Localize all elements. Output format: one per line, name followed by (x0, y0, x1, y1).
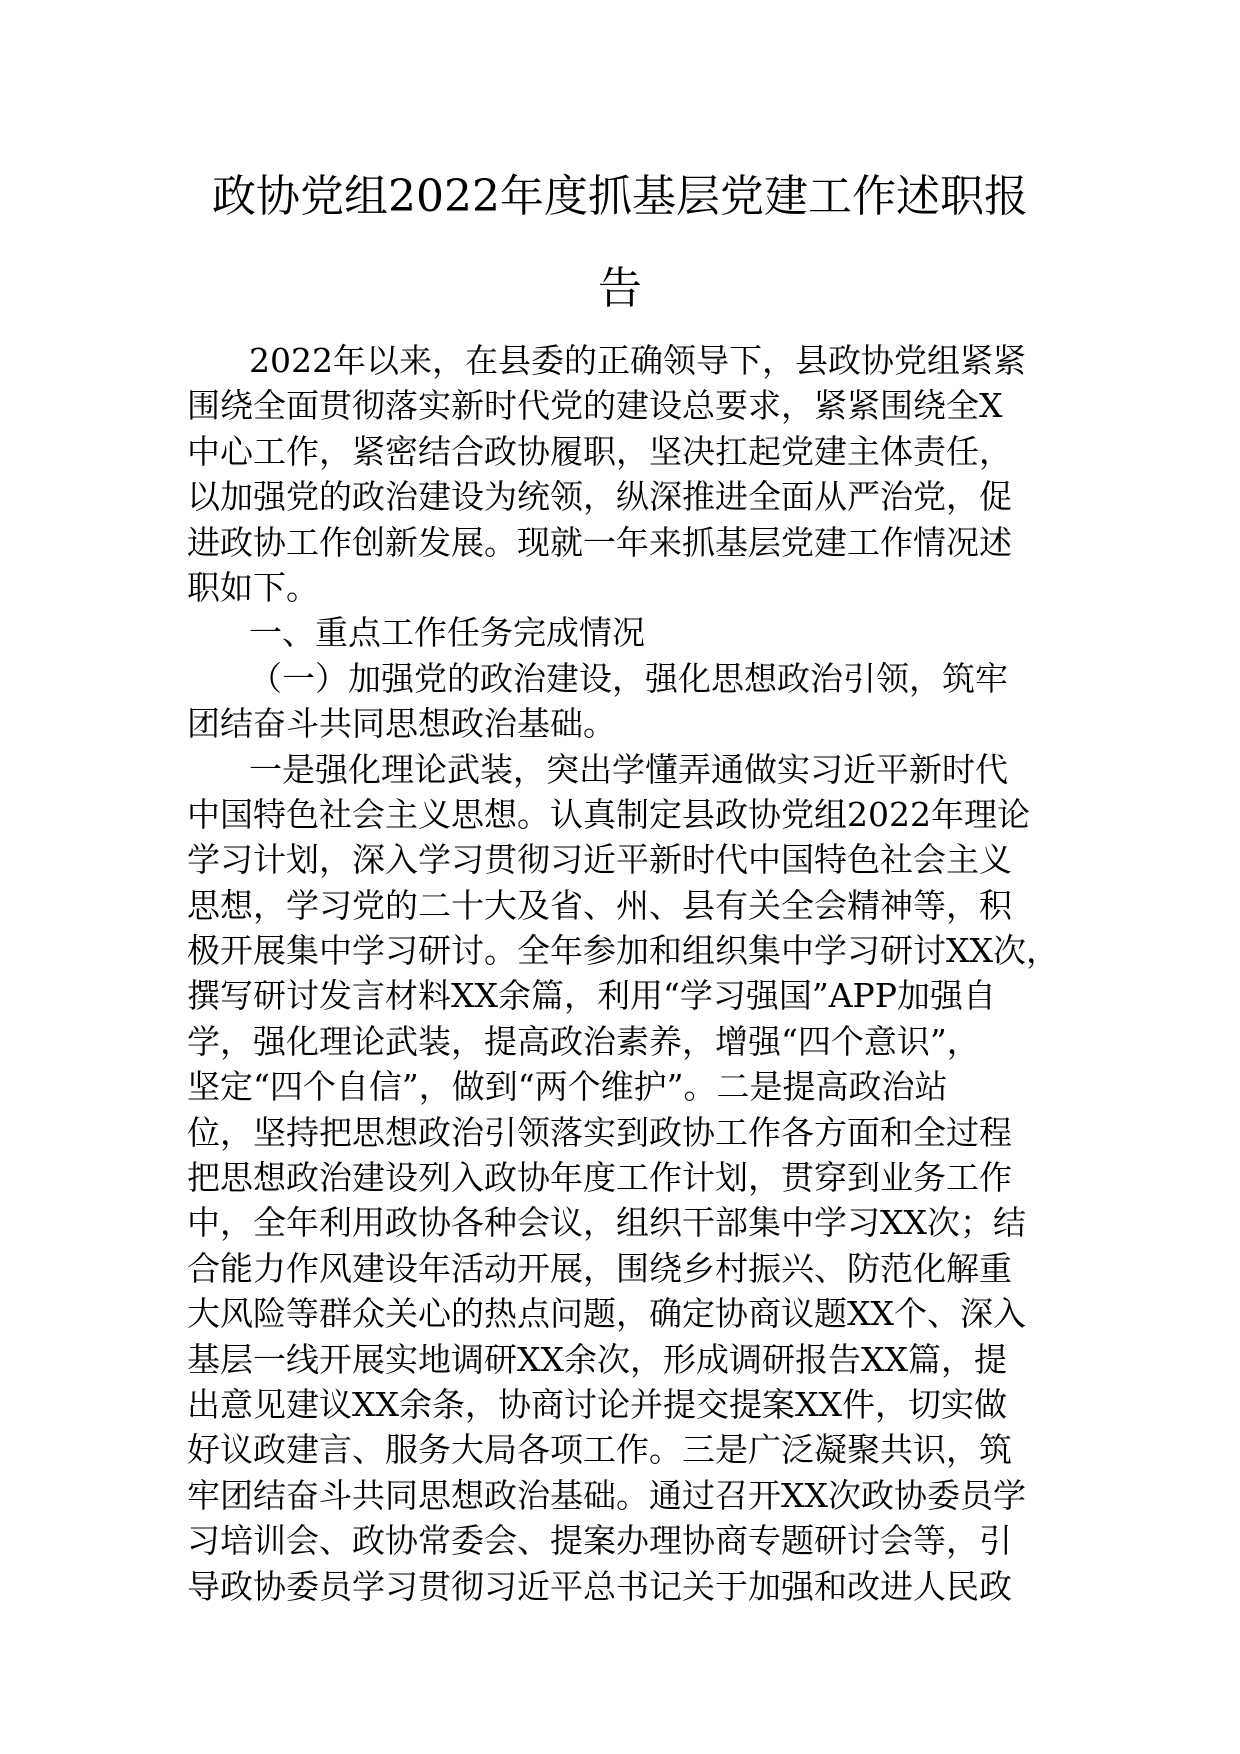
body-line: 中，全年利用政协各种会议，组织干部集中学习XX次；结 (187, 1203, 1026, 1243)
body-line: 学，强化理论武装，提高政治素养，增强“四个意识”， (187, 1021, 980, 1061)
body-line: 一是强化理论武装，突出学懂弄通做实习近平新时代 (249, 749, 1008, 789)
body-line: （一）加强党的政治建设，强化思想政治引领，筑牢 (249, 658, 1008, 698)
body-line: 大风险等群众关心的热点问题，确定协商议题XX个、深入 (187, 1294, 1026, 1334)
body-line: 合能力作风建设年活动开展，围绕乡村振兴、防范化解重 (187, 1248, 1012, 1288)
body-line: 以加强党的政治建设为统领，纵深推进全面从严治党，促 (187, 477, 1012, 517)
body-line: 中国特色社会主义思想。认真制定县政协党组2022年理论 (187, 794, 1030, 834)
body-line: 坚定“四个自信”，做到“两个维护”。二是提高政治站 (187, 1067, 948, 1107)
body-line: 一、重点工作任务完成情况 (249, 613, 645, 653)
body-line: 团结奋斗共同思想政治基础。 (187, 704, 616, 744)
body-line: 好议政建言、服务大局各项工作。三是广泛凝聚共识，筑 (187, 1430, 1012, 1470)
body-line: 把思想政治建设列入政协年度工作计划，贯穿到业务工作 (187, 1158, 1012, 1198)
document-title-line-2: 告 (598, 263, 642, 314)
body-line: 撰写研讨发言材料XX余篇，利用“学习强国”APP加强自 (187, 976, 996, 1016)
body-line: 位，坚持把思想政治引领落实到政协工作各方面和全过程 (187, 1112, 1012, 1152)
body-line: 牢团结奋斗共同思想政治基础。通过召开XX次政协委员学 (187, 1475, 1026, 1515)
body-line: 2022年以来，在县委的正确领导下，县政协党组紧紧 (249, 341, 1026, 380)
body-line: 中心工作，紧密结合政协履职，坚决扛起党建主体责任， (187, 431, 1012, 471)
body-line: 导政协委员学习贯彻习近平总书记关于加强和改进人民政 (187, 1566, 1012, 1606)
document-body (187, 338, 1087, 1609)
body-line: 学习计划，深入学习贯彻习近平新时代中国特色社会主义 (187, 840, 1012, 880)
body-line: 思想，学习党的二十大及省、州、县有关全会精神等，积 (187, 885, 1012, 925)
body-line: 基层一线开展实地调研XX余次，形成调研报告XX篇，提 (187, 1339, 1007, 1379)
body-line: 围绕全面贯彻落实新时代党的建设总要求，紧紧围绕全X (187, 386, 1003, 426)
body-line: 习培训会、政协常委会、提案办理协商专题研讨会等，引 (187, 1521, 1012, 1561)
document-title-line-1: 政协党组2022年度抓基层党建工作述职报 (212, 171, 1028, 222)
body-line: 进政协工作创新发展。现就一年来抓基层党建工作情况述 (187, 522, 1012, 562)
body-line: 职如下。 (187, 567, 319, 607)
body-line: 出意见建议XX余条，协商讨论并提交提案XX件，切实做 (187, 1384, 1007, 1424)
body-line: 极开展集中学习研讨。全年参加和组织集中学习研讨XX次， (187, 931, 1059, 971)
